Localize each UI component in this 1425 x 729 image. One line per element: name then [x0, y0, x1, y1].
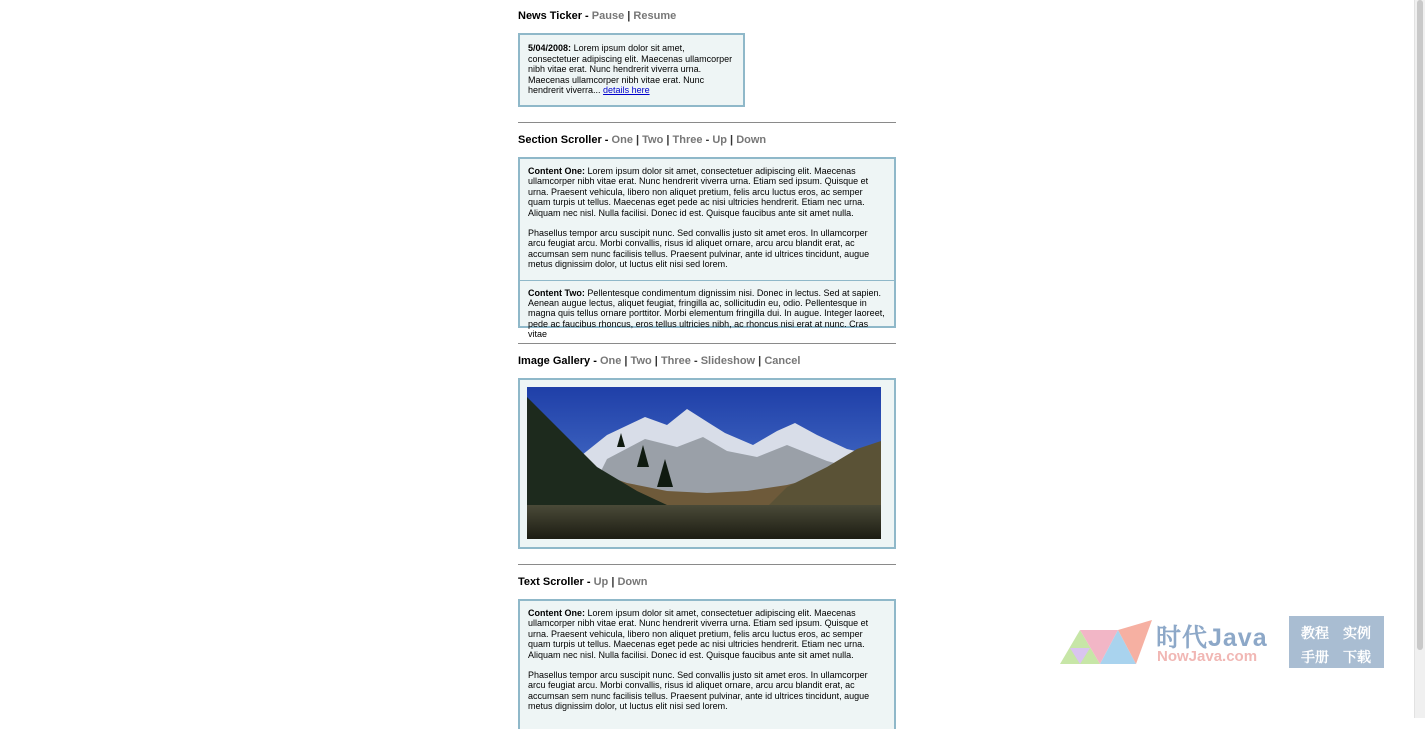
divider-rule	[518, 122, 896, 123]
pause-link[interactable]: Pause	[591, 10, 625, 22]
badge-example: 实例	[1343, 625, 1371, 641]
text-scroller-box[interactable]	[518, 599, 896, 729]
section-scroller-header: Section Scroller - One | Two | Three - Up | Down	[518, 134, 767, 146]
slideshow-link[interactable]: Slideshow	[700, 355, 756, 367]
image-gallery-title: Image Gallery -	[518, 355, 597, 367]
news-ticker-title: News Ticker -	[518, 10, 589, 22]
nowjava-logo-icon	[1060, 616, 1152, 666]
badge-download: 下载	[1343, 649, 1371, 665]
news-date: 5/04/2008:	[528, 43, 572, 53]
gallery-three-link[interactable]: Three	[660, 355, 691, 367]
image-gallery-header: Image Gallery - One | Two | Three - Slideshow | Cancel	[518, 355, 801, 367]
content-one-text: Lorem ipsum dolor sit amet, consectetuer adipiscing elit. Maecenas ullamcorper nibh vitae erat. Nunc hendrerit viverra urna. Etiam sed ipsum. Quisque et urna. Praesent vehicula, libero non aliquet pretium, felis arcu luctus eros, ac semper quam turpis ut tellus. Maecenas eget pede ac nisi ultricies hendrerit. Etiam nec urna. Aliquam nec nisl. Nulla facilisi. Donec id est. Quisque faucibus ante sit amet nulla.	[528, 166, 869, 218]
watermark-cn-text: 时代Java	[1156, 624, 1268, 652]
nowjava-watermark	[1060, 616, 1384, 668]
section-scroller-title: Section Scroller -	[518, 134, 609, 146]
section-two-link[interactable]: Two	[642, 134, 664, 146]
content-two-label: Content Two:	[528, 287, 585, 298]
watermark-en-text: NowJava.com	[1157, 648, 1258, 665]
text-scroller-header: Text Scroller - Up | Down	[518, 576, 648, 588]
scrollbar-thumb[interactable]	[1417, 0, 1423, 650]
news-item	[520, 35, 743, 96]
separator: |	[627, 10, 631, 22]
news-body: Lorem ipsum dolor sit amet, consectetuer adipiscing elit. Maecenas ullamcorper nibh vitae erat. Nunc hendrerit viverra urna. Maecenas ullamcorper nibh vitae erat. Nunc hendrerit viverra...	[528, 43, 733, 95]
section-down-link[interactable]: Down	[736, 134, 767, 146]
content-one-label: Content One:	[528, 166, 585, 176]
content-one-paragraph-2: Phasellus tempor arcu suscipit nunc. Sed convallis justo sit amet eros. In ullamcorper arcu feugiat arcu. Morbi convallis, risus id aliquet ornare, arcu arcu blandit erat, ac accumsan sem nunc facilisis tellus. Praesent pulvinar, ante id ultrices tincidunt, augue metus dignissim dolor, ut luctus elit nisi sed lorem.	[528, 228, 870, 270]
news-ticker-box	[518, 33, 745, 107]
badge-tutorial: 教程	[1301, 625, 1329, 641]
section-divider	[520, 280, 894, 281]
text-content-one-text: Lorem ipsum dolor sit amet, consectetuer adipiscing elit. Maecenas ullamcorper nibh vitae erat. Nunc hendrerit viverra urna. Etiam sed ipsum. Quisque et urna. Praesent vehicula, libero non aliquet pretium, felis arcu luctus eros, ac semper quam turpis ut tellus. Maecenas eget pede ac nisi ultricies hendrerit. Etiam nec urna. Aliquam nec nisl. Nulla facilisi. Donec id est. Quisque faucibus ante sit amet nulla.	[528, 608, 869, 660]
divider-rule	[518, 564, 896, 565]
gallery-two-link[interactable]: Two	[630, 355, 652, 367]
resume-link[interactable]: Resume	[633, 10, 677, 22]
section-up-link[interactable]: Up	[712, 134, 727, 146]
mountain-photo	[527, 387, 881, 539]
section-content-two	[520, 280, 894, 340]
text-down-link[interactable]: Down	[617, 576, 648, 588]
text-scroller-title: Text Scroller -	[518, 576, 591, 588]
image-gallery-box	[518, 378, 896, 549]
cancel-link[interactable]: Cancel	[764, 355, 801, 367]
gallery-one-link[interactable]: One	[599, 355, 622, 367]
divider-rule	[518, 343, 896, 344]
watermark-badge	[1289, 616, 1384, 668]
mountain-landscape-image	[527, 387, 881, 539]
section-scroller-box[interactable]	[518, 157, 896, 340]
text-content-one-paragraph-2: Phasellus tempor arcu suscipit nunc. Sed convallis justo sit amet eros. In ullamcorper arcu feugiat arcu. Morbi convallis, risus id aliquet ornare, arcu arcu blandit erat, ac accumsan sem nunc facilisis tellus. Praesent pulvinar, ante id ultrices tincidunt, augue metus dignissim dolor, ut luctus elit nisi sed lorem.	[528, 670, 870, 712]
text-content-one-label: Content One:	[528, 608, 585, 618]
text-up-link[interactable]: Up	[593, 576, 609, 588]
news-ticker-header	[518, 10, 676, 22]
section-one-link[interactable]: One	[611, 134, 633, 146]
page-scrollbar[interactable]	[1414, 0, 1425, 718]
content-two-text: Pellentesque condimentum dignissim nisi. Donec in lectus. Sed at sapien. Aenean augue lectus, aliquet feugiat, fringilla ac, sollicitudin eu, odio. Pellentesque in magna quis tellus ornare porttitor. Morbi elementum fringilla dui. In augue. Integer laoreet, pede ac faucibus rhoncus, eros tellus ultricies nibh, ac rhoncus nisi erat at nunc. Cras vitae	[528, 287, 885, 340]
section-three-link[interactable]: Three	[672, 134, 703, 146]
section-content-one	[520, 159, 894, 270]
badge-manual: 手册	[1301, 649, 1329, 665]
text-content-one	[520, 601, 894, 712]
details-link[interactable]: details here	[603, 85, 650, 95]
